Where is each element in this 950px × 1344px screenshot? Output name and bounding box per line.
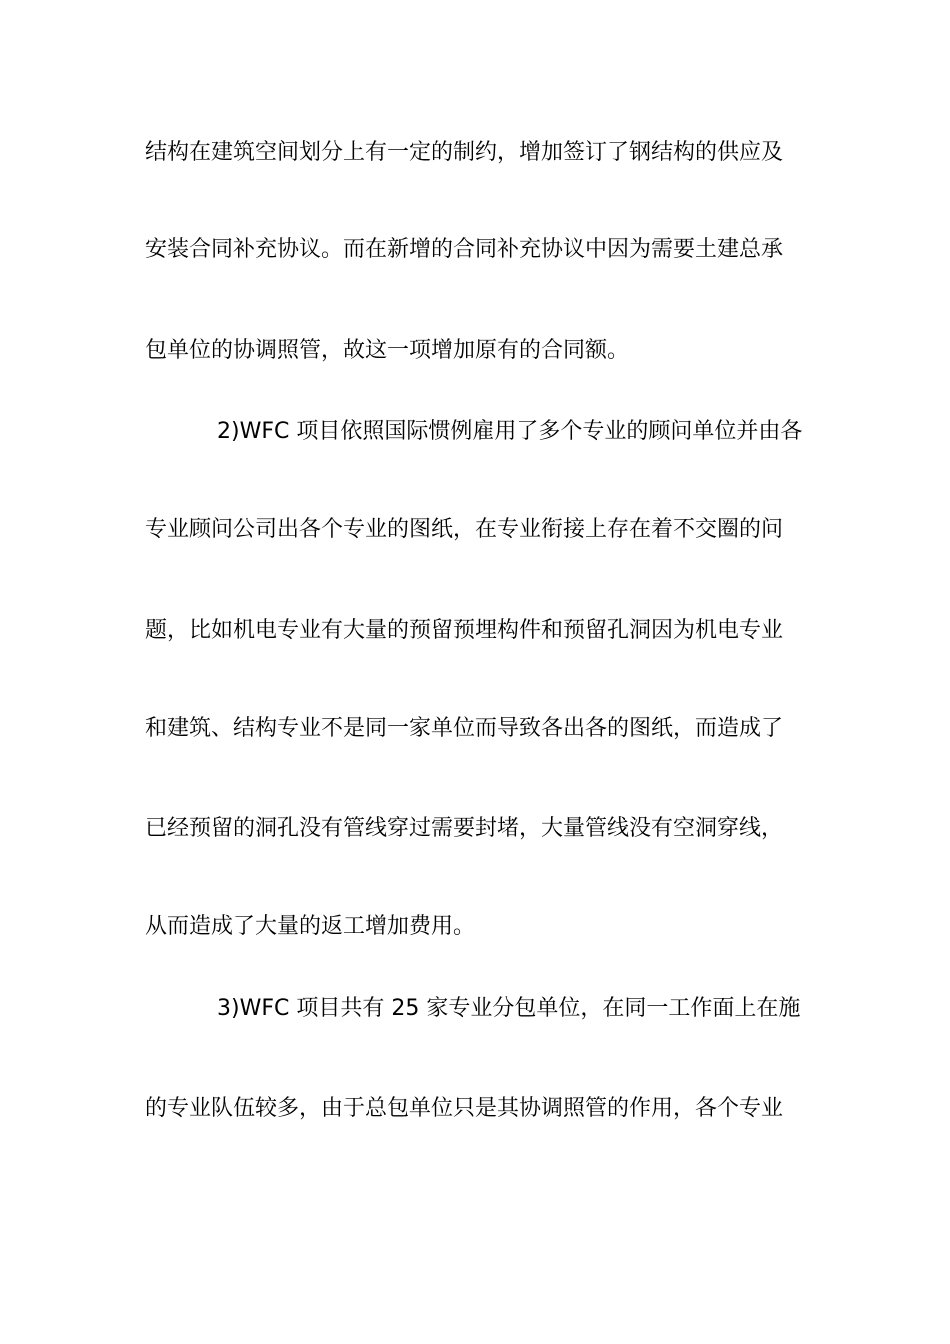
text-line: 已经预留的洞孔没有管线穿过需要封堵，大量管线没有空洞穿线， — [145, 816, 784, 841]
text-line: 结构在建筑空间划分上有一定的制约，增加签订了钢结构的供应及 — [145, 140, 784, 165]
text-line: 包单位的协调照管，故这一项增加原有的合同额。 — [145, 338, 630, 363]
text-line: 的专业队伍较多，由于总包单位只是其协调照管的作用，各个专业 — [145, 1096, 784, 1121]
text-line: 安装合同补充协议。而在新增的合同补充协议中因为需要土建总承 — [145, 237, 784, 262]
paragraph-2-start: 2)WFC 项目依照国际惯例雇用了多个专业的顾问单位并由各 — [217, 419, 803, 444]
text-line: 题，比如机电专业有大量的预留预埋构件和预留孔洞因为机电专业 — [145, 618, 784, 643]
text-line: 专业顾问公司出各个专业的图纸，在专业衔接上存在着不交圈的问 — [145, 517, 784, 542]
text-line: 从而造成了大量的返工增加费用。 — [145, 914, 476, 939]
text-line: 和建筑、结构专业不是同一家单位而导致各出各的图纸，而造成了 — [145, 716, 784, 741]
paragraph-3-start: 3)WFC 项目共有 25 家专业分包单位，在同一工作面上在施 — [217, 996, 801, 1021]
